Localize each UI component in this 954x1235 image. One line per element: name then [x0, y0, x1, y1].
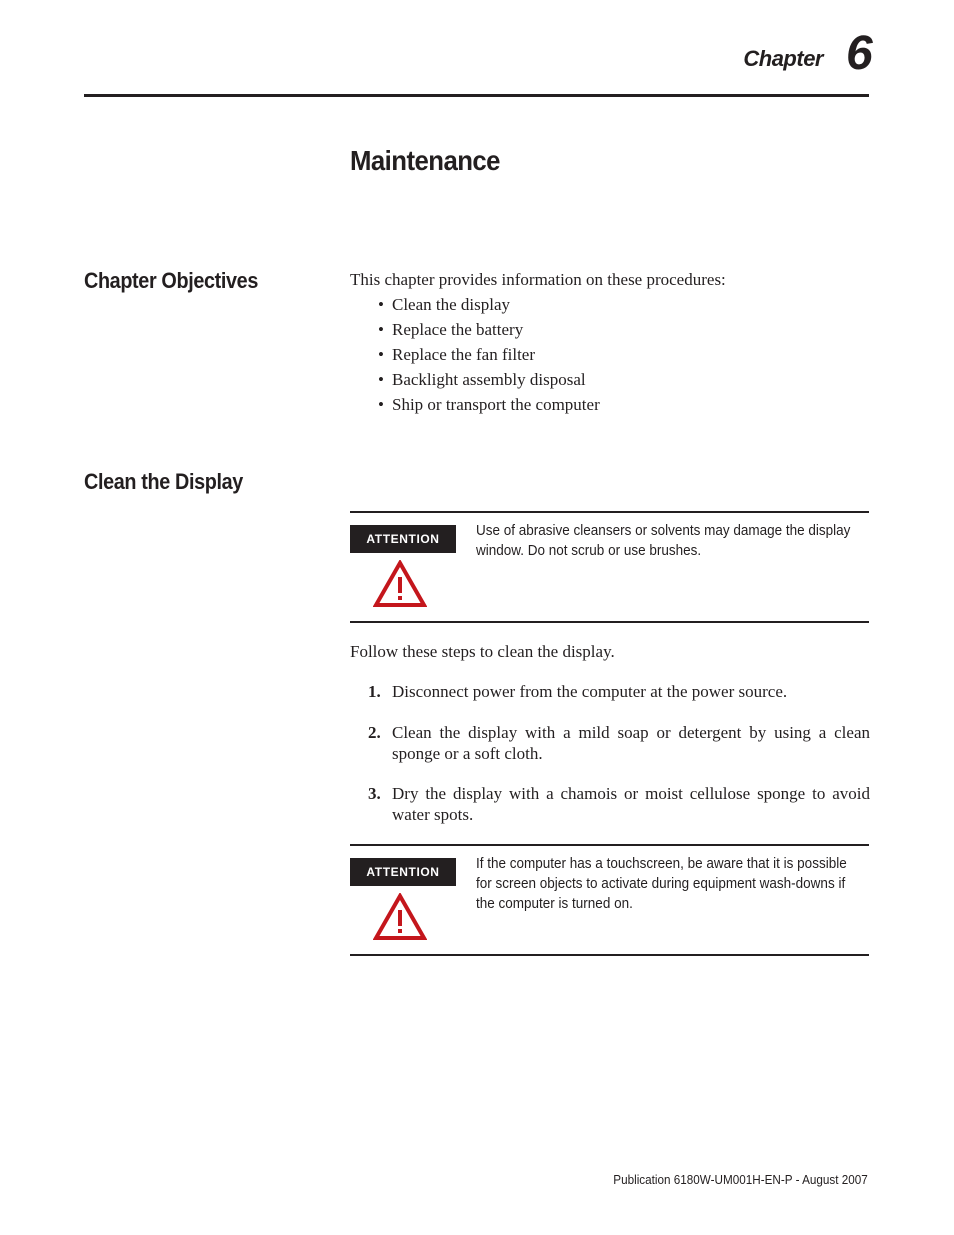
- section-heading-objectives: Chapter Objectives: [84, 268, 258, 293]
- attention-text: If the computer has a touchscreen, be aware that it is possible for screen objects to activate during equipment wash-downs if the computer is turned on.: [476, 855, 847, 912]
- attention-top-rule: [350, 511, 869, 513]
- warning-triangle-icon: [373, 893, 427, 941]
- attention-bottom-rule: [350, 954, 869, 956]
- objectives-intro: This chapter provides information on these procedures:: [350, 270, 726, 289]
- page-title: Maintenance: [350, 145, 500, 176]
- list-item: • Replace the battery: [378, 317, 600, 342]
- attention-top-rule: [350, 844, 869, 846]
- chapter-label: Chapter: [743, 46, 823, 71]
- bullet-icon: •: [378, 370, 384, 389]
- attention-bottom-rule: [350, 621, 869, 623]
- step-number: 2.: [368, 723, 381, 742]
- step-text: Dry the display with a chamois or moist cellulose sponge to avoid water spots.: [392, 784, 870, 824]
- step-text: Clean the display with a mild soap or detergent by using a clean sponge or a soft cloth.: [392, 723, 870, 763]
- clean-intro: Follow these steps to clean the display.: [350, 642, 615, 661]
- attention-badge: ATTENTION: [350, 858, 456, 886]
- bullet-icon: •: [378, 345, 384, 364]
- warning-triangle-icon: [373, 560, 427, 608]
- bullet-icon: •: [378, 295, 384, 314]
- section-heading-clean-display: Clean the Display: [84, 469, 243, 494]
- step-number: 3.: [368, 784, 381, 803]
- bullet-icon: •: [378, 395, 384, 414]
- objectives-list: [378, 292, 600, 417]
- attention-badge: ATTENTION: [350, 525, 456, 553]
- list-item: • Replace the fan filter: [378, 342, 600, 367]
- list-item: • Backlight assembly disposal: [378, 367, 600, 392]
- step-text: Disconnect power from the computer at the power source.: [392, 682, 788, 701]
- chapter-number: 6: [846, 27, 873, 80]
- header-rule: [84, 94, 869, 97]
- step-number: 1.: [368, 682, 381, 701]
- publication-footer: Publication 6180W-UM001H-EN-P - August 2007: [613, 1172, 868, 1187]
- list-item: • Clean the display: [378, 292, 600, 317]
- list-item: • Ship or transport the computer: [378, 392, 600, 417]
- bullet-icon: •: [378, 320, 384, 339]
- attention-text: Use of abrasive cleansers or solvents may damage the display window. Do not scrub or use brushes.: [476, 522, 851, 559]
